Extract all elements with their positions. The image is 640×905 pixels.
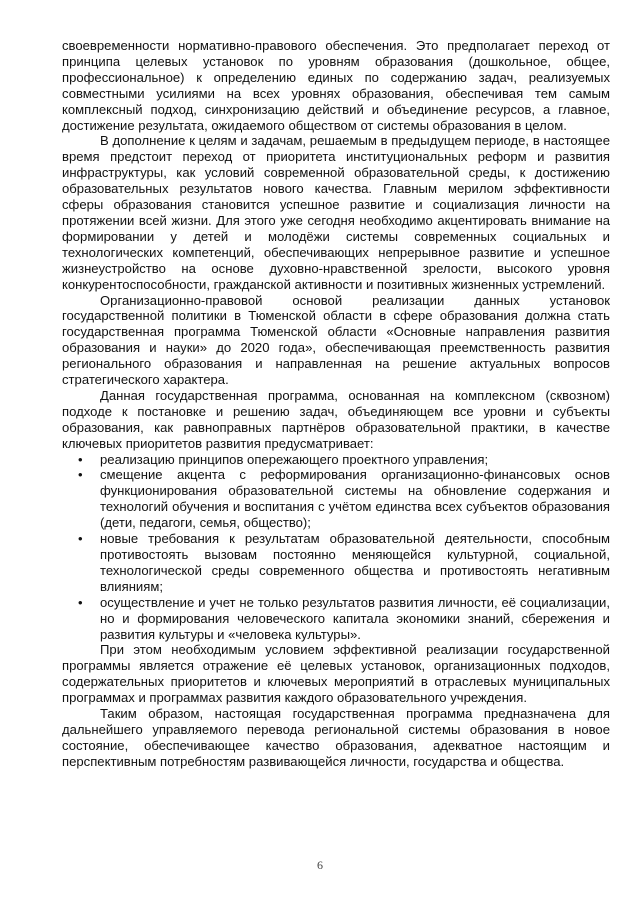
list-item-text: смещение акцента с реформирования организационно-финансовых основ функционирования образовательной системы на обновление содержания и технологий обучения и воспитания с учётом единства всех субъектов образования (дети, педагоги, семья, общество);: [100, 467, 610, 531]
bullet-icon: •: [78, 467, 83, 483]
paragraph: Данная государственная программа, основанная на комплексном (сквозном) подходе к постановке и решению задач, объединяющем все уровни и субъекты образования, как равноправных партнёров образовательной практики, в качестве ключевых приоритетов развития предусматривает:: [62, 387, 610, 451]
paragraph: В дополнение к целям и задачам, решаемым в предыдущем периоде, в настоящее время предстоит переход от приоритета институциональных реформ и развития инфраструктуры, как условий современной образовательной среды, к достижению образовательных результатов нового качества. Главным мерилом эффективности сферы образования становится успешное развитие и социализация личности на протяжении всей жизни. Для этого уже сегодня необходимо акцентировать внимание на формировании у детей и молодёжи системы современных социальных и технологических компетенций, обеспечивающих непрерывное развитие и успешное жизнеустройство на основе духовно-нравственной зрелости, высокого уровня конкурентоспособности, гражданской активности и позитивных жизненных устремлений.: [62, 133, 610, 292]
list-item-text: новые требования к результатам образовательной деятельности, способным противостоять вызовам постоянно меняющейся культурной, социальной, технологической среды современного общества и противостоять негативным влияниям;: [100, 531, 610, 594]
bullet-icon: •: [78, 594, 83, 610]
list-item: [78, 451, 610, 468]
list-item: [78, 531, 610, 595]
page-number: 6: [317, 858, 323, 872]
paragraph: своевременности нормативно-правового обеспечения. Это предполагает переход от принципа целевых установок по уровням образования (дошкольное, общее, профессиональное) к определению единых по содержанию задач, реализуемых совместными усилиями на всех уровнях образования, обеспечивая тем самым комплексный подход, синхронизацию действий и объединение ресурсов, а главное, достижение результата, ожидаемого обществом от системы образования в целом.: [62, 38, 610, 133]
priority-list: [62, 452, 610, 643]
list-item-text: осуществление и учет не только результатов развития личности, её социализации, но и формирования человеческого капитала экономики знаний, сбережения и развития культуры и «человека культуры».: [100, 594, 610, 642]
list-item-text: реализацию принципов опережающего проектного управления;: [100, 451, 489, 467]
paragraph: Организационно-правовой основой реализации данных установок государственной политики в Тюменской области в сфере образования должна стать государственная программа Тюменской области «Основные направления развития образования и науки» до 2020 года», обеспечивающая преемственность развития регионального образования и направленная на решение актуальных вопросов стратегического характера.: [62, 292, 610, 388]
bullet-icon: •: [78, 451, 83, 467]
bullet-icon: •: [78, 531, 83, 547]
list-item: [78, 467, 610, 531]
list-item: [78, 594, 610, 643]
paragraph: Таким образом, настоящая государственная программа предназначена для дальнейшего управляемого перевода региональной системы образования в новое состояние, обеспечивающее качество образования, адекватное настоящим и перспективным потребностям развивающейся личности, государства и общества.: [62, 706, 610, 769]
paragraph: При этом необходимым условием эффективной реализации государственной программы является отражение её целевых установок, организационных подходов, содержательных приоритетов и ключевых мероприятий в отраслевых муниципальных программах и программах развития каждого образовательного учреждения.: [62, 642, 610, 706]
body-text: [62, 38, 610, 770]
